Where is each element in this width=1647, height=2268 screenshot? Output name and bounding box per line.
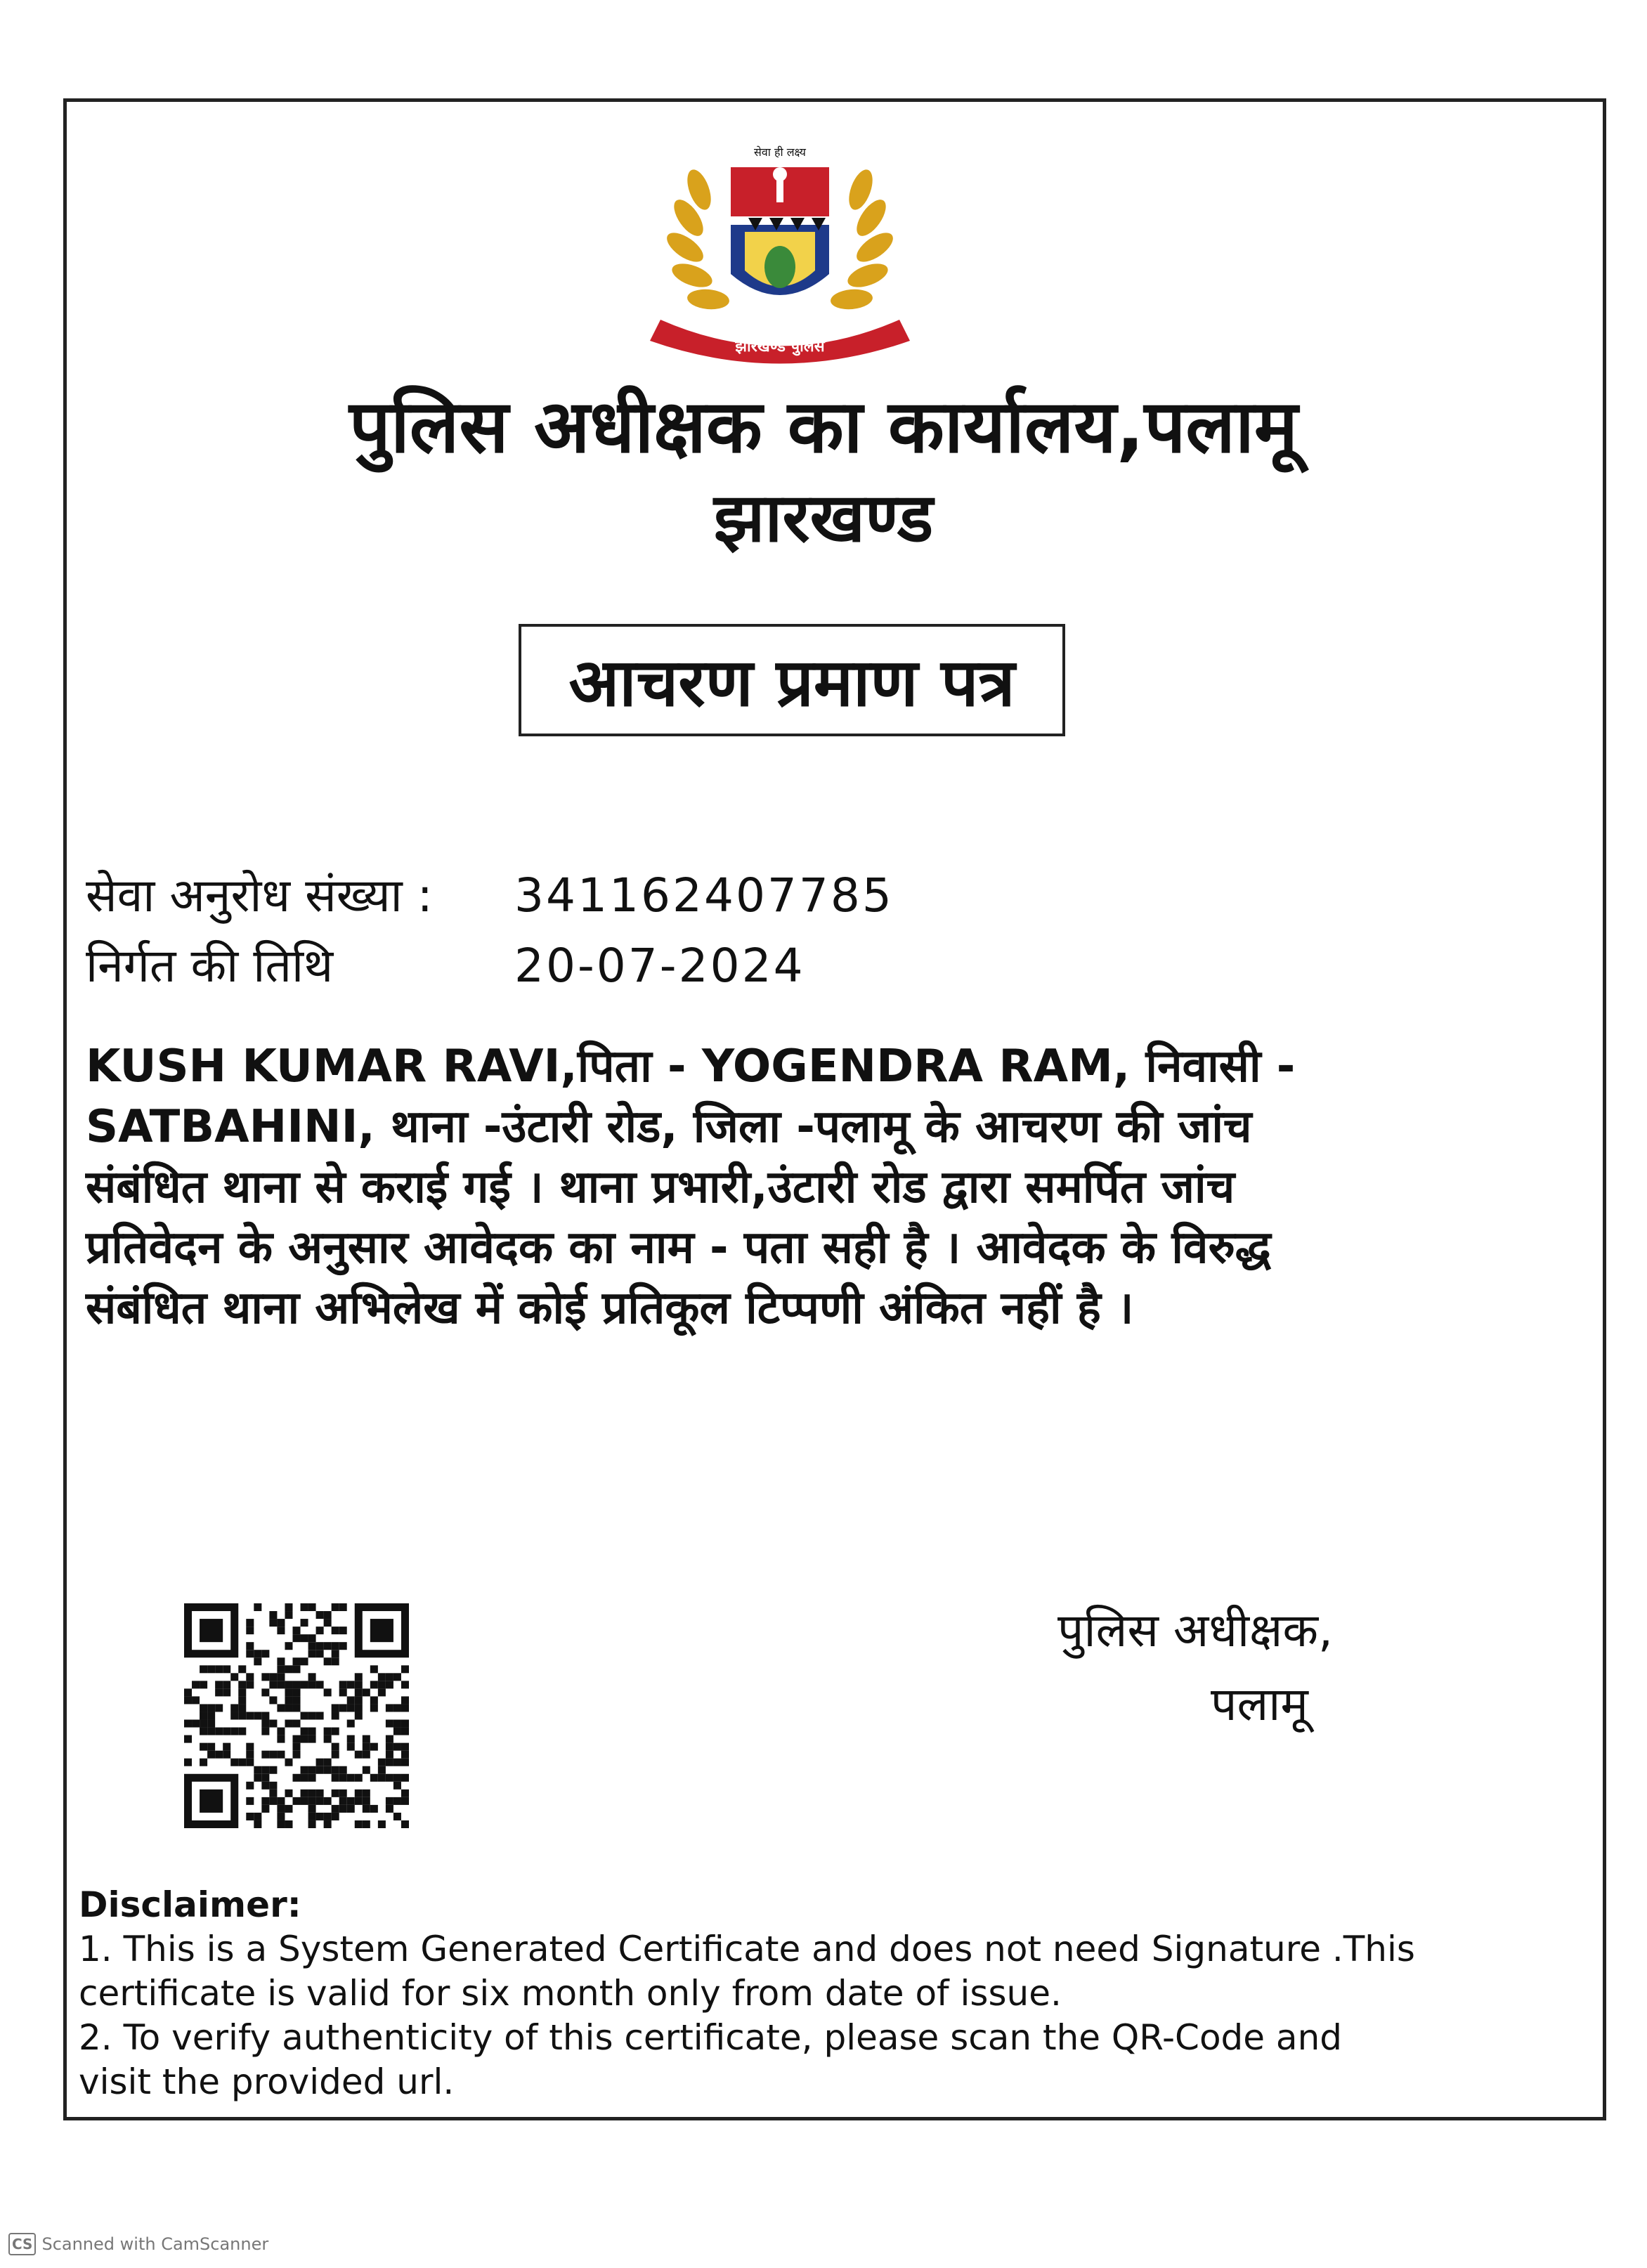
office-heading: पुलिस अधीक्षक का कार्यालय,पलामू xyxy=(349,384,1298,469)
state-heading: झारखण्ड xyxy=(713,478,934,557)
disclaimer-block xyxy=(79,1883,1540,2104)
body-line: संबंधित थाना से कराई गई । थाना प्रभारी,उंटारी रोड द्वारा समर्पित जांच xyxy=(86,1161,1235,1213)
certificate-title: आचरण प्रमाण पत्र xyxy=(519,624,1065,736)
jharkhand-police-emblem xyxy=(632,141,927,379)
body-line: प्रतिवेदन के अनुसार आवेदक का नाम - पता सही है । आवेदक के विरुद्ध xyxy=(86,1222,1271,1274)
issue-date-row xyxy=(86,938,805,993)
body-line: KUSH KUMAR RAVI,पिता - YOGENDRA RAM, निवासी - xyxy=(86,1041,1296,1093)
scanner-watermark xyxy=(8,2233,268,2255)
body-line: संबंधित थाना अभिलेख में कोई प्रतिकूल टिप्पणी अंकित नहीं है । xyxy=(86,1282,1134,1334)
request-number-label: सेवा अनुरोध संख्या : xyxy=(86,868,433,923)
emblem-motto: सेवा ही लक्ष्य xyxy=(754,145,806,159)
signatory-block xyxy=(1057,1594,1333,1741)
camscanner-logo: CS xyxy=(8,2233,36,2255)
camscanner-text: Scanned with CamScanner xyxy=(41,2234,269,2254)
signatory-title: पुलिस अधीक्षक, xyxy=(1057,1603,1334,1657)
issue-date-label: निर्गत की तिथि xyxy=(86,939,334,993)
signatory-district: पलामू xyxy=(1211,1677,1308,1731)
body-line: SATBAHINI, थाना -उंटारी रोड, जिला -पलामू के आचरण की जांच xyxy=(86,1101,1252,1153)
emblem-banner: झारखण्ड पुलिस xyxy=(735,338,825,356)
issue-date-value: 20-07-2024 xyxy=(514,939,805,993)
qr-code-icon[interactable] xyxy=(184,1603,409,1828)
disclaimer-heading: Disclaimer: xyxy=(79,1884,301,1925)
disclaimer-line: 2. To verify authenticity of this certificate, please scan the QR-Code and xyxy=(79,2017,1342,2058)
disclaimer-line: 1. This is a System Generated Certificate and does not need Signature .This xyxy=(79,1929,1415,1969)
request-number-value: 341162407785 xyxy=(514,868,894,923)
disclaimer-line: visit the provided url. xyxy=(79,2061,455,2102)
certificate-body xyxy=(86,1036,1491,1338)
request-number-row xyxy=(86,868,894,923)
disclaimer-line: certificate is valid for six month only from date of issue. xyxy=(79,1973,1062,2014)
